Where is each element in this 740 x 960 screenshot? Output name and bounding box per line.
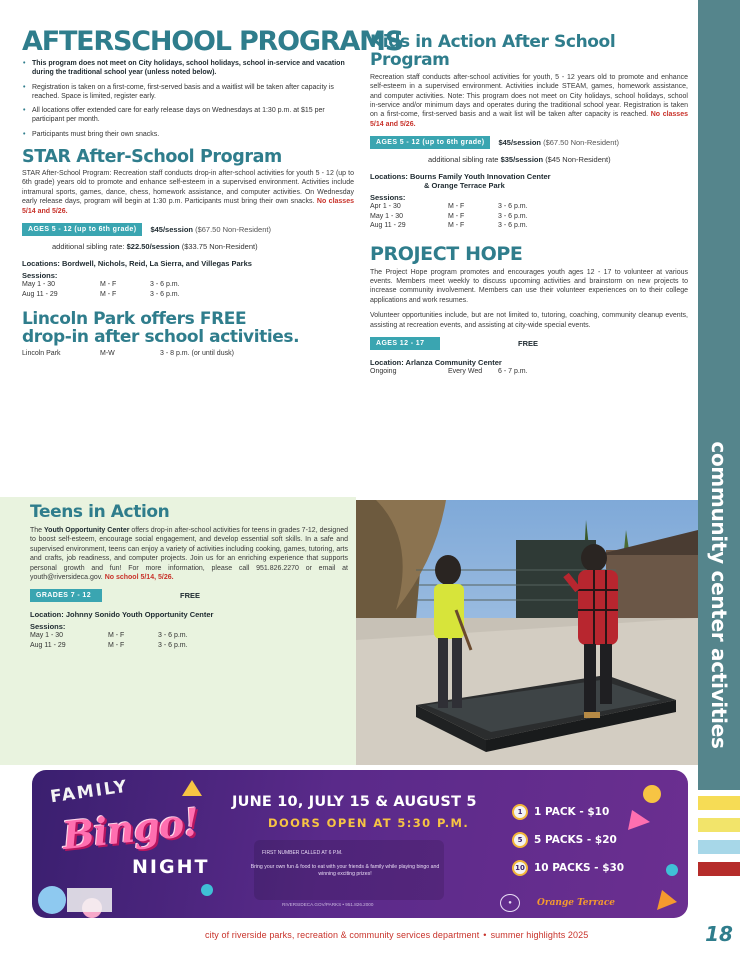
kids-body: Recreation staff conducts after-school activities for youth, 5 - 12 years old to promote and enhance self-esteem in a supervised environment. Activities include STEAM, games, homework assistance, and computer activities. Note: This program does not meet on City holidays, school holidays, school in-service and/or minimum days and operates during the traditional school year. Registration is taken on a first-come, first-served basis and a wait list will be taken after capacity is reached. <box>370 73 688 119</box>
family-bingo-banner <box>32 770 688 918</box>
kids-pricing <box>370 136 688 149</box>
kids-location <box>370 172 688 190</box>
kids-description <box>370 73 688 130</box>
session-dates: May 1 - 30 <box>370 212 404 220</box>
sessions-label: Sessions: <box>22 271 58 281</box>
hope-location: Location: Arlanza Community Center <box>370 358 502 368</box>
sibling-nonresident: ($45 Non-Resident) <box>545 155 611 165</box>
pack-label: 10 PACKS - $30 <box>534 862 625 874</box>
session-days: M - F <box>448 222 465 230</box>
bingo-ball-icon: 5 <box>512 832 528 848</box>
session-time: 3 - 6 p.m. <box>150 290 180 298</box>
note-item: • This program does not meet on City holidays, school holidays, school in-service and vacation during the traditional school year (unless noted below). <box>22 60 354 78</box>
first-number-note: FIRST NUMBER CALLED AT 6 P.M. <box>262 850 343 856</box>
price-value: $45/session <box>150 225 193 235</box>
price-value: $45/session <box>498 138 541 148</box>
sibling-price: $35/session <box>500 155 544 165</box>
session-row <box>22 290 354 299</box>
stripe-red <box>698 862 740 876</box>
session-days: M - F <box>448 203 465 211</box>
banner-night: NIGHT <box>132 856 210 878</box>
session-days: M - F <box>100 290 117 298</box>
sibling-rate <box>22 242 354 251</box>
banner-description: Bring your own fun & food to eat with your friends & family while playing bingo and winning exciting prizes! <box>250 864 440 878</box>
sibling-label: additional sibling rate <box>428 155 499 165</box>
footer-department: city of riverside parks, recreation & community services department <box>205 930 480 940</box>
session-dates: Aug 11 - 29 <box>370 222 406 230</box>
teens-gardening-photo <box>356 500 698 765</box>
star-title: STAR After-School Program <box>22 146 282 167</box>
pack-label: 5 PACKS - $20 <box>534 834 617 846</box>
teens-description <box>30 526 348 583</box>
lincoln-title-line1: Lincoln Park offers FREE <box>22 309 247 330</box>
teens-body-center: Youth Opportunity Center <box>44 526 130 534</box>
session-time: 3 - 6 p.m. <box>498 222 528 230</box>
session-row <box>370 202 688 211</box>
note-item: • Participants must bring their own snacks. <box>22 131 354 140</box>
teens-section <box>30 504 348 650</box>
star-no-class: No classes 5/14 and 5/26. <box>22 198 354 215</box>
section-sidebar <box>698 0 740 960</box>
banner-bingo-logo: Bingo! <box>60 798 201 859</box>
bingo-ball-icon: 10 <box>512 860 528 876</box>
price <box>150 225 271 234</box>
sibling-label: additional sibling rate: <box>52 242 125 252</box>
hope-title: PROJECT HOPE <box>370 242 523 265</box>
page-title: AFTERSCHOOL PROGRAMS <box>22 26 404 57</box>
session-time: 3 - 6 p.m. <box>158 641 188 649</box>
bingo-ball-icon: 1 <box>512 804 528 820</box>
session-days: Every Wed <box>448 368 483 376</box>
doors-open: DOORS OPEN AT 5:30 P.M. <box>268 816 470 830</box>
note-item: • All locations offer extended care for early release days on Wednesdays at 1:30 p.m. at $15 per participant per month. <box>22 107 354 125</box>
session-row <box>30 631 348 640</box>
star-location: Locations: Bordwell, Nichols, Reid, La Sierra, and Villegas Parks <box>22 259 252 269</box>
session-row <box>370 212 688 221</box>
hope-opportunities: Volunteer opportunities include, but are not limited to, tutoring, coaching, community cleanup events, assisting at recreation events, and assisting at city-wide special events. <box>370 312 688 329</box>
section-label: community center activities <box>707 441 731 749</box>
sessions-label: Sessions: <box>370 193 406 203</box>
teens-body-prefix: The <box>30 526 45 534</box>
kids-title: Kids in Action After School Program <box>370 32 616 70</box>
teens-no-class: No school 5/14, 5/26. <box>104 574 174 582</box>
hope-pricing <box>370 337 688 350</box>
grade-tag: GRADES 7 - 12 <box>30 589 102 602</box>
session-time: 3 - 6 p.m. <box>158 632 188 640</box>
session-days: M - F <box>108 641 125 649</box>
session-time: 3 - 6 p.m. <box>498 212 528 220</box>
sibling-nonresident: ($33.75 Non-Resident) <box>181 242 258 252</box>
footer-season: summer highlights 2025 <box>490 930 589 940</box>
pack-option <box>512 860 624 876</box>
stripe-blue <box>698 840 740 854</box>
sibling-rate <box>370 155 688 164</box>
lincoln-days: M-W <box>100 349 115 357</box>
age-tag: AGES 12 - 17 <box>370 337 440 350</box>
pack-option <box>512 804 609 820</box>
session-days: M - F <box>448 212 465 220</box>
session-dates: May 1 - 30 <box>22 281 56 289</box>
stripe-yellow <box>698 796 740 810</box>
lincoln-title <box>22 311 354 347</box>
session-row <box>370 221 688 230</box>
right-column <box>370 34 688 377</box>
session-dates: May 1 - 30 <box>30 632 64 640</box>
pack-label: 1 PACK - $10 <box>534 806 610 818</box>
session-row <box>22 280 354 289</box>
kids-no-class: No classes 5/14 and 5/26. <box>370 111 688 128</box>
page-number: 18 <box>705 922 733 946</box>
event-dates: JUNE 10, JULY 15 & AUGUST 5 <box>232 794 477 810</box>
orange-terrace-logo: Orange Terrace <box>537 898 616 908</box>
age-tag: AGES 5 - 12 (up to 6th grade) <box>22 223 142 236</box>
sessions-label: Sessions: <box>30 622 66 632</box>
banner-contact: RIVERSIDECA.GOV/PARKS • 951.826.2000 <box>282 902 374 907</box>
session-days: M - F <box>108 632 125 640</box>
age-tag: AGES 5 - 12 (up to 6th grade) <box>370 136 490 149</box>
teens-price: FREE <box>180 591 201 601</box>
lincoln-place: Lincoln Park <box>22 349 61 357</box>
session-row <box>30 641 348 650</box>
star-pricing <box>22 223 354 236</box>
price-nonresident: ($67.50 Non-Resident) <box>543 138 619 148</box>
session-dates: Aug 11 - 29 <box>22 290 58 298</box>
teens-body: offers drop-in after-school activities for teens in grades 7-12, designed to boost self-esteem, encourage social engagement, and develop essential soft skills. In a safe and supervised environment, teens can enjoy a variety of activities including cooking, games, tutoring, arts and crafts, job readiness, and computer projects. Join us for an enriching experience that supports personal growth and fun! For more information, please call 951.826.2270 or email at youth@riversideca.gov. <box>30 526 348 582</box>
star-body: STAR After-School Program: Recreation staff conducts drop-in after-school activities for youth 5 - 12 (up to 6th grade) years old to promote and enhance self-esteem in a supervised environment. Activities include intramural sports, games, dance, chess, homework assistance, and computer activities. On Wednesday early release days, program will begin at 1:30 p.m. Participants must bring their own snacks. <box>22 169 354 206</box>
teens-pricing <box>30 589 348 602</box>
session-row <box>370 367 688 376</box>
page-footer <box>205 930 588 940</box>
session-time: 6 - 7 p.m. <box>498 368 528 376</box>
teens-title: Teens in Action <box>30 502 170 522</box>
city-seal-icon: ● <box>500 894 520 912</box>
stripe-yellow-2 <box>698 818 740 832</box>
hope-description: The Project Hope program promotes and encourages youth ages 12 - 17 to volunteer at various events. Members meet weekly to discuss upcoming activities and brainstorm on new projects to increase community involvement. Members can use their volunteer experiences on to their college applications and work resumes. <box>370 268 688 304</box>
session-time: 3 - 6 p.m. <box>498 203 528 211</box>
lincoln-schedule <box>22 349 354 358</box>
session-dates: Aug 11 - 29 <box>30 641 66 649</box>
session-days: M - F <box>100 281 117 289</box>
session-time: 3 - 6 p.m. <box>150 281 180 289</box>
kids-location-line2: & Orange Terrace Park <box>424 181 505 191</box>
session-dates: Ongoing <box>370 368 397 376</box>
program-notes <box>22 60 354 139</box>
banner-family: FAMILY <box>48 776 130 808</box>
footer-separator: • <box>483 930 487 940</box>
teens-location: Location: Johnny Sonido Youth Opportunity Center <box>30 610 214 620</box>
kids-location-line1: Locations: Bourns Family Youth Innovation Center <box>370 172 551 182</box>
star-description <box>22 169 354 216</box>
lincoln-title-line2: drop-in after school activities. <box>22 326 300 347</box>
session-dates: Apr 1 - 30 <box>370 203 401 211</box>
hope-price: FREE <box>518 339 539 349</box>
note-item: • Registration is taken on a first-come, first-served basis and a waitlist will be taken after capacity is reached. Space is limited, register early. <box>22 84 354 102</box>
price <box>498 138 619 147</box>
sibling-price: $22.50/session <box>126 242 180 252</box>
sidebar-panel <box>698 0 740 790</box>
pack-option <box>512 832 617 848</box>
price-nonresident: ($67.50 Non-Resident) <box>195 225 271 235</box>
lincoln-time: 3 - 8 p.m. (or until dusk) <box>160 349 234 357</box>
